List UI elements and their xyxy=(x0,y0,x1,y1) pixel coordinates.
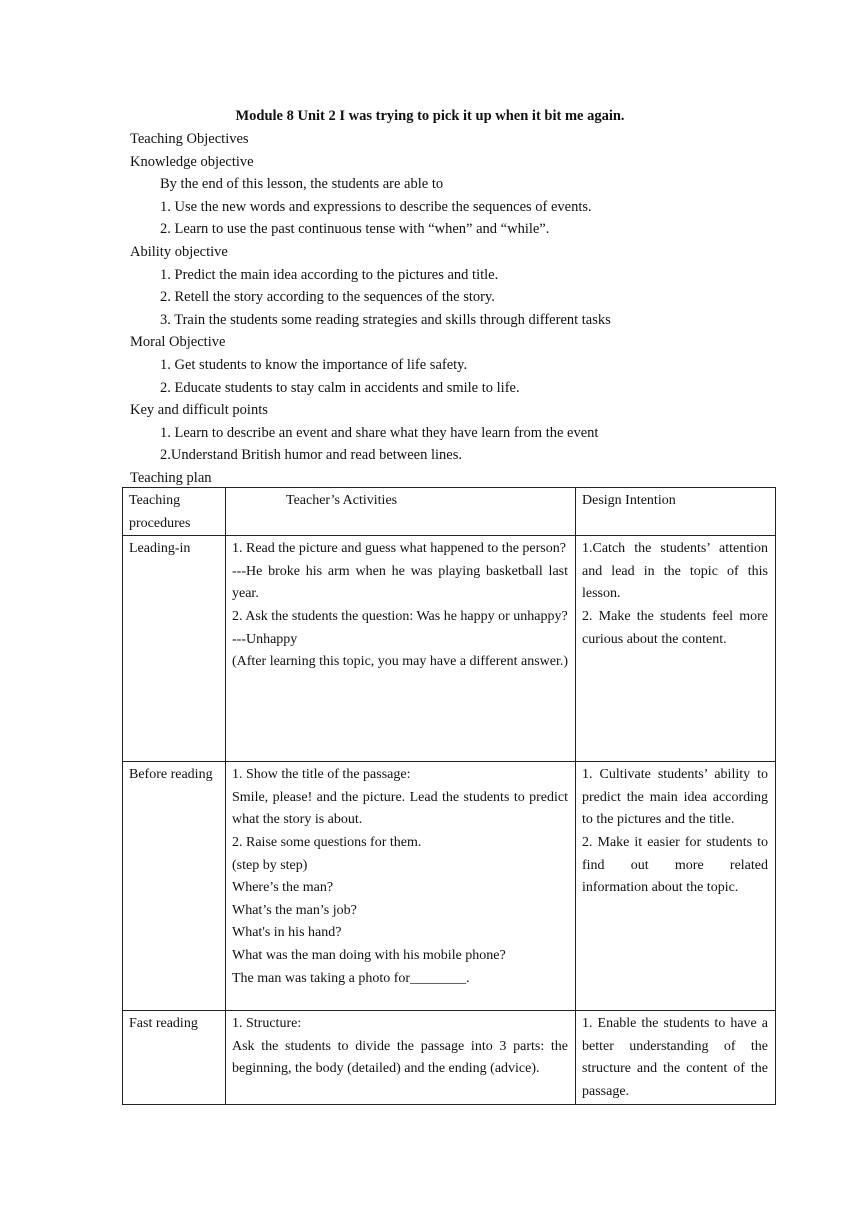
header-intention: Design Intention xyxy=(576,488,776,536)
intention-text: 1.Catch the students’ attention and lead in the topic of this lesson. xyxy=(582,541,768,602)
table-header-row xyxy=(123,488,776,536)
intention-text: 2. Make the students feel more curious about the content. xyxy=(582,608,768,647)
document-title: Module 8 Unit 2 I was trying to pick it up when it bit me again. xyxy=(235,108,625,124)
table-row xyxy=(123,536,776,762)
activity-text: 2. Raise some questions for them. xyxy=(232,834,422,850)
intention-cell xyxy=(576,536,776,762)
activity-text: ---Unhappy xyxy=(232,631,298,647)
procedure-cell: Leading-in xyxy=(123,536,226,762)
activities-cell xyxy=(226,1011,576,1104)
activity-text: What was the man doing with his mobile phone? xyxy=(232,947,506,963)
body-line: 3. Train the students some reading strategies and skills through different tasks xyxy=(160,311,611,328)
activity-text: The man was taking a photo for________. xyxy=(232,970,470,986)
teaching-plan-table xyxy=(122,487,776,1105)
activity-text: 1. Read the picture and guess what happened to the person? xyxy=(232,541,566,557)
section-heading: Key and difficult points xyxy=(130,402,268,419)
objectives-section xyxy=(130,128,770,490)
activity-text: 2. Ask the students the question: Was he happy or unhappy? xyxy=(232,608,568,624)
section-heading: Teaching Objectives xyxy=(130,131,249,147)
procedure-cell: Before reading xyxy=(123,762,226,1011)
body-line: 2. Retell the story according to the sequences of the story. xyxy=(160,289,495,306)
body-line: 1. Get students to know the importance of life safety. xyxy=(160,356,468,373)
body-line: 1. Learn to describe an event and share what they have learn from the event xyxy=(160,424,599,441)
activity-text: Smile, please! and the picture. Lead the students to predict what the story is about. xyxy=(232,789,568,828)
section-heading: Knowledge objective xyxy=(130,153,254,170)
intention-cell xyxy=(576,762,776,1011)
body-line: By the end of this lesson, the students are able to xyxy=(160,176,444,193)
activities-cell xyxy=(226,536,576,762)
activity-text: (step by step) xyxy=(232,857,308,873)
header-activities: Teacher’s Activities xyxy=(226,488,576,536)
header-procedures: Teaching procedures xyxy=(123,488,226,536)
section-heading: Moral Objective xyxy=(130,334,226,351)
procedure-cell: Fast reading xyxy=(123,1011,226,1104)
activity-text: 1. Show the title of the passage: xyxy=(232,767,411,783)
body-line: 2. Learn to use the past continuous tense with “when” and “while”. xyxy=(160,221,550,238)
activity-text: What’s the man’s job? xyxy=(232,902,357,918)
activity-text: Ask the students to divide the passage into 3 parts: the beginning, the body (detailed) and the ending (advice). xyxy=(232,1038,568,1077)
table-row xyxy=(123,1011,776,1104)
body-line: 2.Understand British humor and read between lines. xyxy=(160,447,463,464)
activities-cell xyxy=(226,762,576,1011)
activity-text: Where’s the man? xyxy=(232,880,334,896)
activity-text: What's in his hand? xyxy=(232,925,342,941)
body-line: 2. Educate students to stay calm in accidents and smile to life. xyxy=(160,379,520,396)
activity-text: ---He broke his arm when he was playing basketball last year. xyxy=(232,563,568,602)
section-heading: Teaching plan xyxy=(130,469,212,486)
activity-text: (After learning this topic, you may have a different answer.) xyxy=(232,654,569,670)
intention-cell xyxy=(576,1011,776,1104)
body-line: 1. Predict the main idea according to the pictures and title. xyxy=(160,266,499,283)
body-line: 1. Use the new words and expressions to describe the sequences of events. xyxy=(160,198,592,215)
table-row xyxy=(123,762,776,1011)
activity-text: 1. Structure: xyxy=(232,1016,302,1032)
intention-text: 1. Enable the students to have a better understanding of the structure and the content of the passage. xyxy=(582,1016,768,1099)
intention-text: 2. Make it easier for students to find out more related information about the topic. xyxy=(582,834,768,896)
intention-text: 1. Cultivate students’ ability to predict the main idea according to the pictures and the title. xyxy=(582,767,768,828)
section-heading: Ability objective xyxy=(130,243,228,260)
